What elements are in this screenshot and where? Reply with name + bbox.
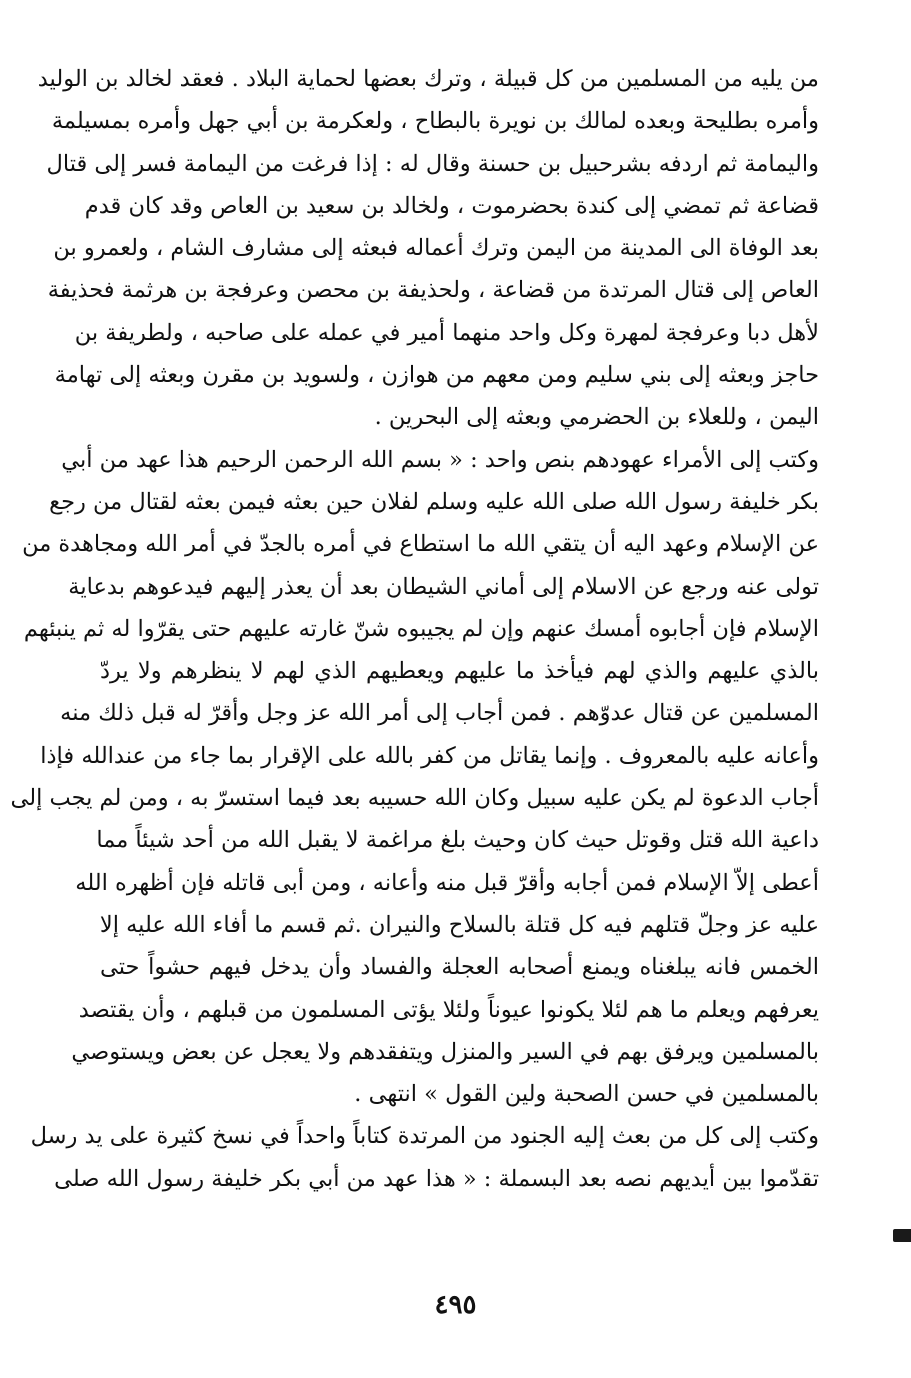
text-line: تقدّموا بين أيديهم نصه بعد البسملة : « هذا عهد من أبي بكر خليفة رسول الله صلى: [54, 1165, 819, 1192]
text-line: حاجز وبعثه إلى بني سليم ومن معهم من هوازن ، ولسويد بن مقرن وبعثه إلى تهامة: [54, 362, 819, 389]
text-line: عن الإسلام وعهد اليه أن يتقي الله ما استطاع في أمره بالجدّ في أمر الله ومجاهدة من: [22, 531, 819, 558]
text-line: بكر خليفة رسول الله صلى الله عليه وسلم لفلان حين بعثه فيمن بعثه لقتال من رجع: [49, 488, 819, 515]
text-line: اليمن ، وللعلاء بن الحضرمي وبعثه إلى البحرين .: [374, 404, 819, 431]
text-line: داعية الله قتل وقوتل حيث كان وحيث بلغ مراغمة لا يقبل الله من أحد شيئاً مما: [96, 827, 819, 854]
body-text: [10, 58, 819, 1200]
text-line: واليمامة ثم اردفه بشرحبيل بن حسنة وقال له : إذا فرغت من اليمامة فسر إلى قتال: [46, 150, 819, 177]
text-line: وكتب إلى الأمراء عهودهم بنص واحد : « بسم الله الرحمن الرحيم هذا عهد من أبي: [61, 446, 819, 473]
text-line: بالذي عليهم والذي لهم فيأخذ ما عليهم ويعطيهم الذي لهم لا ينظرهم ولا يردّ: [100, 658, 819, 685]
text-line: من يليه من المسلمين من كل قبيلة ، وترك بعضها لحماية البلاد . فعقد لخالد بن الوليد: [37, 66, 819, 92]
text-line: الخمس فانه يبلغناه ويمنع أصحابه العجلة والفساد وأن يدخل فيهم حشواً حتى: [100, 954, 819, 981]
text-line: أعطى إلاّ الإسلام فمن أجابه وأقرّ قبل منه وأعانه ، ومن أبى قاتله فإن أظهره الله: [75, 869, 819, 896]
text-line: بالمسلمين في حسن الصحبة ولين القول » انتهى .: [354, 1081, 819, 1108]
scan-edge-mark: [893, 1229, 911, 1242]
text-line: المسلمين عن قتال عدوّهم . فمن أجاب إلى أمر الله عز وجل وأقرّ له قبل ذلك منه: [60, 700, 819, 727]
text-line: تولى عنه ورجع عن الاسلام إلى أماني الشيطان بعد أن يعذر إليهم فيدعوهم بدعاية: [68, 573, 819, 600]
text-line: عليه عز وجلّ قتلهم فيه كل قتلة بالسلاح والنيران .ثم قسم ما أفاء الله عليه إلا: [99, 911, 819, 938]
text-line: بالمسلمين ويرفق بهم في السير والمنزل ويتفقدهم ولا يعجل عن بعض ويستوصي: [71, 1038, 819, 1065]
text-line: وكتب إلى كل من بعث إليه الجنود من المرتدة كتاباً واحداً في نسخ كثيرة على يد رسل: [30, 1123, 819, 1150]
text-line: الإسلام فإن أجابوه أمسك عنهم وإن لم يجيبوه شنّ غارته عليهم حتى يقرّوا له ثم ينبئهم: [23, 615, 819, 642]
page-number: ٤٩٥: [434, 1290, 477, 1320]
text-line: بعد الوفاة الى المدينة من اليمن وترك أعماله فبعثه إلى مشارف الشام ، ولعمرو بن: [53, 235, 819, 262]
text-line: وأعانه عليه بالمعروف . وإنما يقاتل من كفر بالله على الإقرار بما جاء من عندالله فإذا: [40, 742, 819, 769]
text-line: يعرفهم ويعلم ما هم لئلا يكونوا عيوناً ولئلا يؤتى المسلمون من قبلهم ، وأن يقتصد: [78, 996, 819, 1023]
text-line: وأمره بطليحة وبعده لمالك بن نويرة بالبطاح ، ولعكرمة بن أبي جهل وأمره بمسيلمة: [51, 108, 819, 135]
text-line: العاص إلى قتال المرتدة من قضاعة ، ولحذيفة بن محصن وعرفجة بن هرثمة فحذيفة: [47, 277, 819, 304]
text-line: لأهل دبا وعرفجة لمهرة وكل واحد منهما أمير في عمله على صاحبه ، ولطريفة بن: [74, 319, 819, 346]
text-line: قضاعة ثم تمضي إلى كندة بحضرموت ، ولخالد بن سعيد بن العاص وقد كان قدم: [84, 192, 819, 219]
text-line: أجاب الدعوة لم يكن عليه سبيل وكان الله حسيبه بعد فيما استسرّ به ، ومن لم يجب إلى: [10, 785, 819, 812]
